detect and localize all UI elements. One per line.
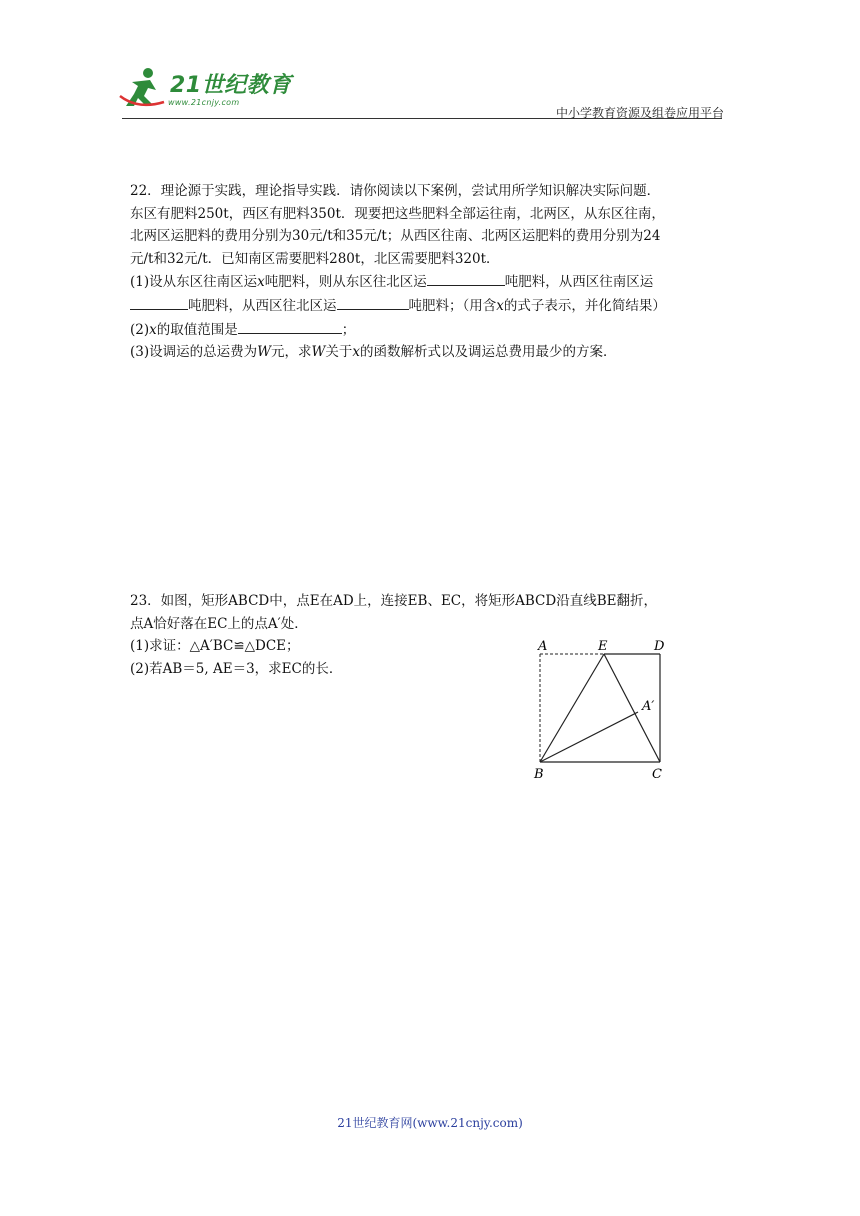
q23-part-2: (2)若AB＝5, AE＝3，求EC的长．: [130, 660, 343, 677]
site-logo: [118, 66, 298, 120]
q22-p1-text-f: 的式子表示，并化简结果）: [503, 297, 666, 314]
q22-part-1-line-1: [130, 270, 730, 294]
q22-line-4: 元/t和32元/t．已知南区需要肥料280t，北区需要肥料320t．: [130, 250, 500, 267]
q22-p3-text-b: 元，求: [271, 344, 312, 361]
q22-p1-text-d: 吨肥料，从西区往北区运: [188, 297, 337, 314]
var-x: x: [257, 274, 265, 291]
q22-line-1: 22．理论源于实践，理论指导实践．请你阅读以下案例，尝试用所学知识解决实际问题．: [130, 183, 661, 199]
q22-p2-text-b: 的取值范围是: [156, 321, 238, 338]
footer-source[interactable]: 21世纪教育网(www.21cnjy.com): [337, 1116, 523, 1130]
label-c: C: [652, 767, 662, 782]
var-x: x: [352, 344, 361, 361]
q22-part-3: [130, 341, 730, 364]
q23-line-1: 23．如图，矩形ABCD中，点E在AD上，连接EB、EC，将矩形ABCD沿直线BE翻折，: [130, 593, 657, 609]
label-a-prime: A′: [642, 699, 655, 714]
answer-blank[interactable]: [337, 294, 409, 310]
q22-p2-text-a: (2): [130, 321, 150, 338]
logo-url: www.21cnjy.com: [168, 98, 240, 107]
label-b: B: [534, 767, 544, 782]
q22-p3-text-c: 关于: [325, 344, 353, 361]
var-w: W: [257, 344, 272, 361]
question-22: [130, 180, 730, 364]
q22-p3-text-a: (3)设调运的总运费为: [130, 344, 258, 361]
header-tagline: 中小学教育资源及组卷应用平台: [555, 106, 724, 120]
answer-blank[interactable]: [130, 294, 188, 310]
var-x: x: [496, 297, 504, 314]
q22-p1-text-b: 吨肥料，则从东区往北区运: [264, 274, 427, 291]
header-divider: [122, 118, 722, 119]
q22-p1-text-a: (1)设从东区往南区运: [130, 274, 258, 291]
runner-logo-icon: [118, 66, 168, 110]
q22-line-2: 东区有肥料250t，西区有肥料350t．现要把这些肥料全部运往南，北两区，从东区往南，: [130, 205, 665, 222]
q22-part-1-line-2: [130, 294, 730, 318]
q22-p1-text-e: 吨肥料；（用含: [408, 297, 497, 314]
q22-p1-text-c: 吨肥料，从西区往南区运: [504, 274, 654, 291]
q22-line-3: 北两区运肥料的费用分别为30元/t和35元/t；从西区往南、北两区运肥料的费用分别为24: [130, 228, 661, 245]
q23-line-2: 点A恰好落在EC上的点A′处．: [130, 615, 308, 632]
q22-p2-text-c: ；: [341, 321, 356, 338]
label-d: D: [654, 639, 665, 654]
q22-part-2: [130, 318, 730, 342]
logo-text: 21世纪教育: [170, 73, 292, 98]
answer-blank[interactable]: [427, 270, 505, 286]
q23-part-1: (1)求证：△A′BC≌△DCE；: [130, 638, 300, 655]
answer-blank[interactable]: [238, 318, 342, 334]
var-w: W: [311, 344, 326, 361]
var-x: x: [149, 321, 157, 338]
label-e: E: [598, 639, 608, 654]
label-a: A: [538, 639, 548, 654]
q22-p3-text-d: 的函数解析式以及调运总费用最少的方案．: [360, 344, 617, 361]
rectangle-fold-figure: [528, 634, 678, 784]
